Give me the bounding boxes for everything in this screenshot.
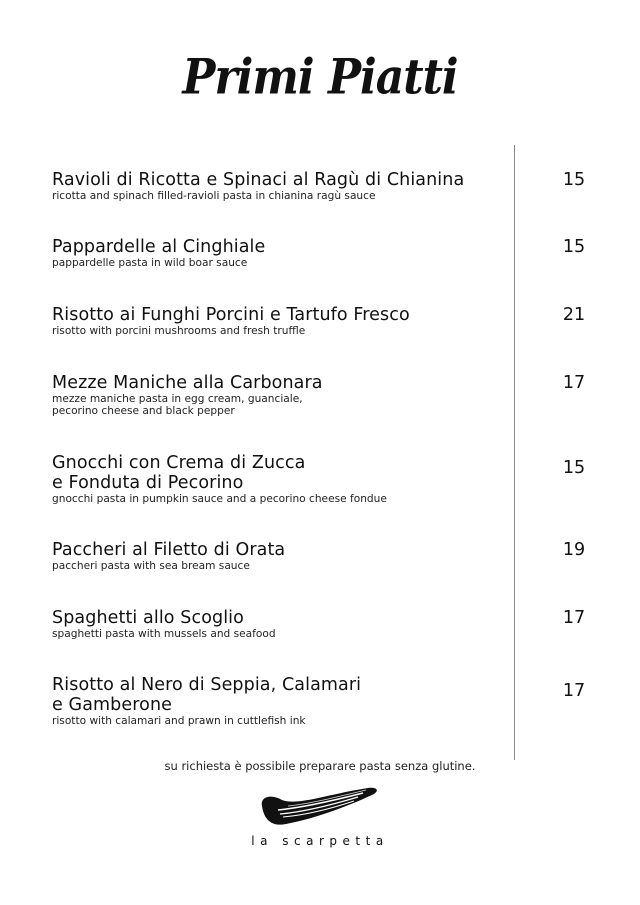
page-title: Primi Piatti [182,49,458,106]
dish-description: ricotta and spinach filled-ravioli pasta in chianina ragù sauce [52,190,376,202]
dish-description: risotto with porcini mushrooms and fresh truffle [52,325,306,337]
dish-price: 15 [562,237,586,257]
dish-price: 17 [562,681,586,701]
dish-description: gnocchi pasta in pumpkin sauce and a pecorino cheese fondue [52,493,387,505]
menu-item [52,608,512,640]
dish-price: 17 [562,608,586,628]
dish-name: Mezze Maniche alla Carbonara [52,373,323,393]
gluten-free-note: su richiesta è possibile preparare pasta senza glutine. [164,759,476,773]
dish-name: Risotto al Nero di Seppia, Calamari e Gamberone [52,675,362,715]
dish-name: Paccheri al Filetto di Orata [52,540,286,560]
dish-description: paccheri pasta with sea bream sauce [52,560,250,572]
dish-name: Pappardelle al Cinghiale [52,237,266,257]
dish-description: spaghetti pasta with mussels and seafood [52,628,276,640]
menu-item [52,170,512,202]
dish-price: 15 [562,458,586,478]
menu-item [52,237,512,269]
dish-description: pappardelle pasta in wild boar sauce [52,257,248,269]
divider [514,145,515,760]
dish-name: Gnocchi con Crema di Zucca e Fonduta di Pecorino [52,453,306,493]
dish-price: 19 [562,540,586,560]
brush-stroke-logo-icon [258,784,383,832]
menu-item [52,675,512,727]
brand-name: la scarpetta [251,834,389,848]
dish-description: risotto with calamari and prawn in cuttlefish ink [52,715,306,727]
menu-item [52,373,512,417]
menu-item [52,453,512,505]
dish-name: Spaghetti allo Scoglio [52,608,244,628]
dish-price: 15 [562,170,586,190]
dish-name: Risotto ai Funghi Porcini e Tartufo Fresco [52,305,410,325]
menu-item [52,305,512,337]
dish-description: mezze maniche pasta in egg cream, guanciale, pecorino cheese and black pepper [52,393,303,417]
menu-item [52,540,512,572]
dish-price: 17 [562,373,586,393]
dish-name: Ravioli di Ricotta e Spinaci al Ragù di Chianina [52,170,465,190]
dish-price: 21 [562,305,586,325]
